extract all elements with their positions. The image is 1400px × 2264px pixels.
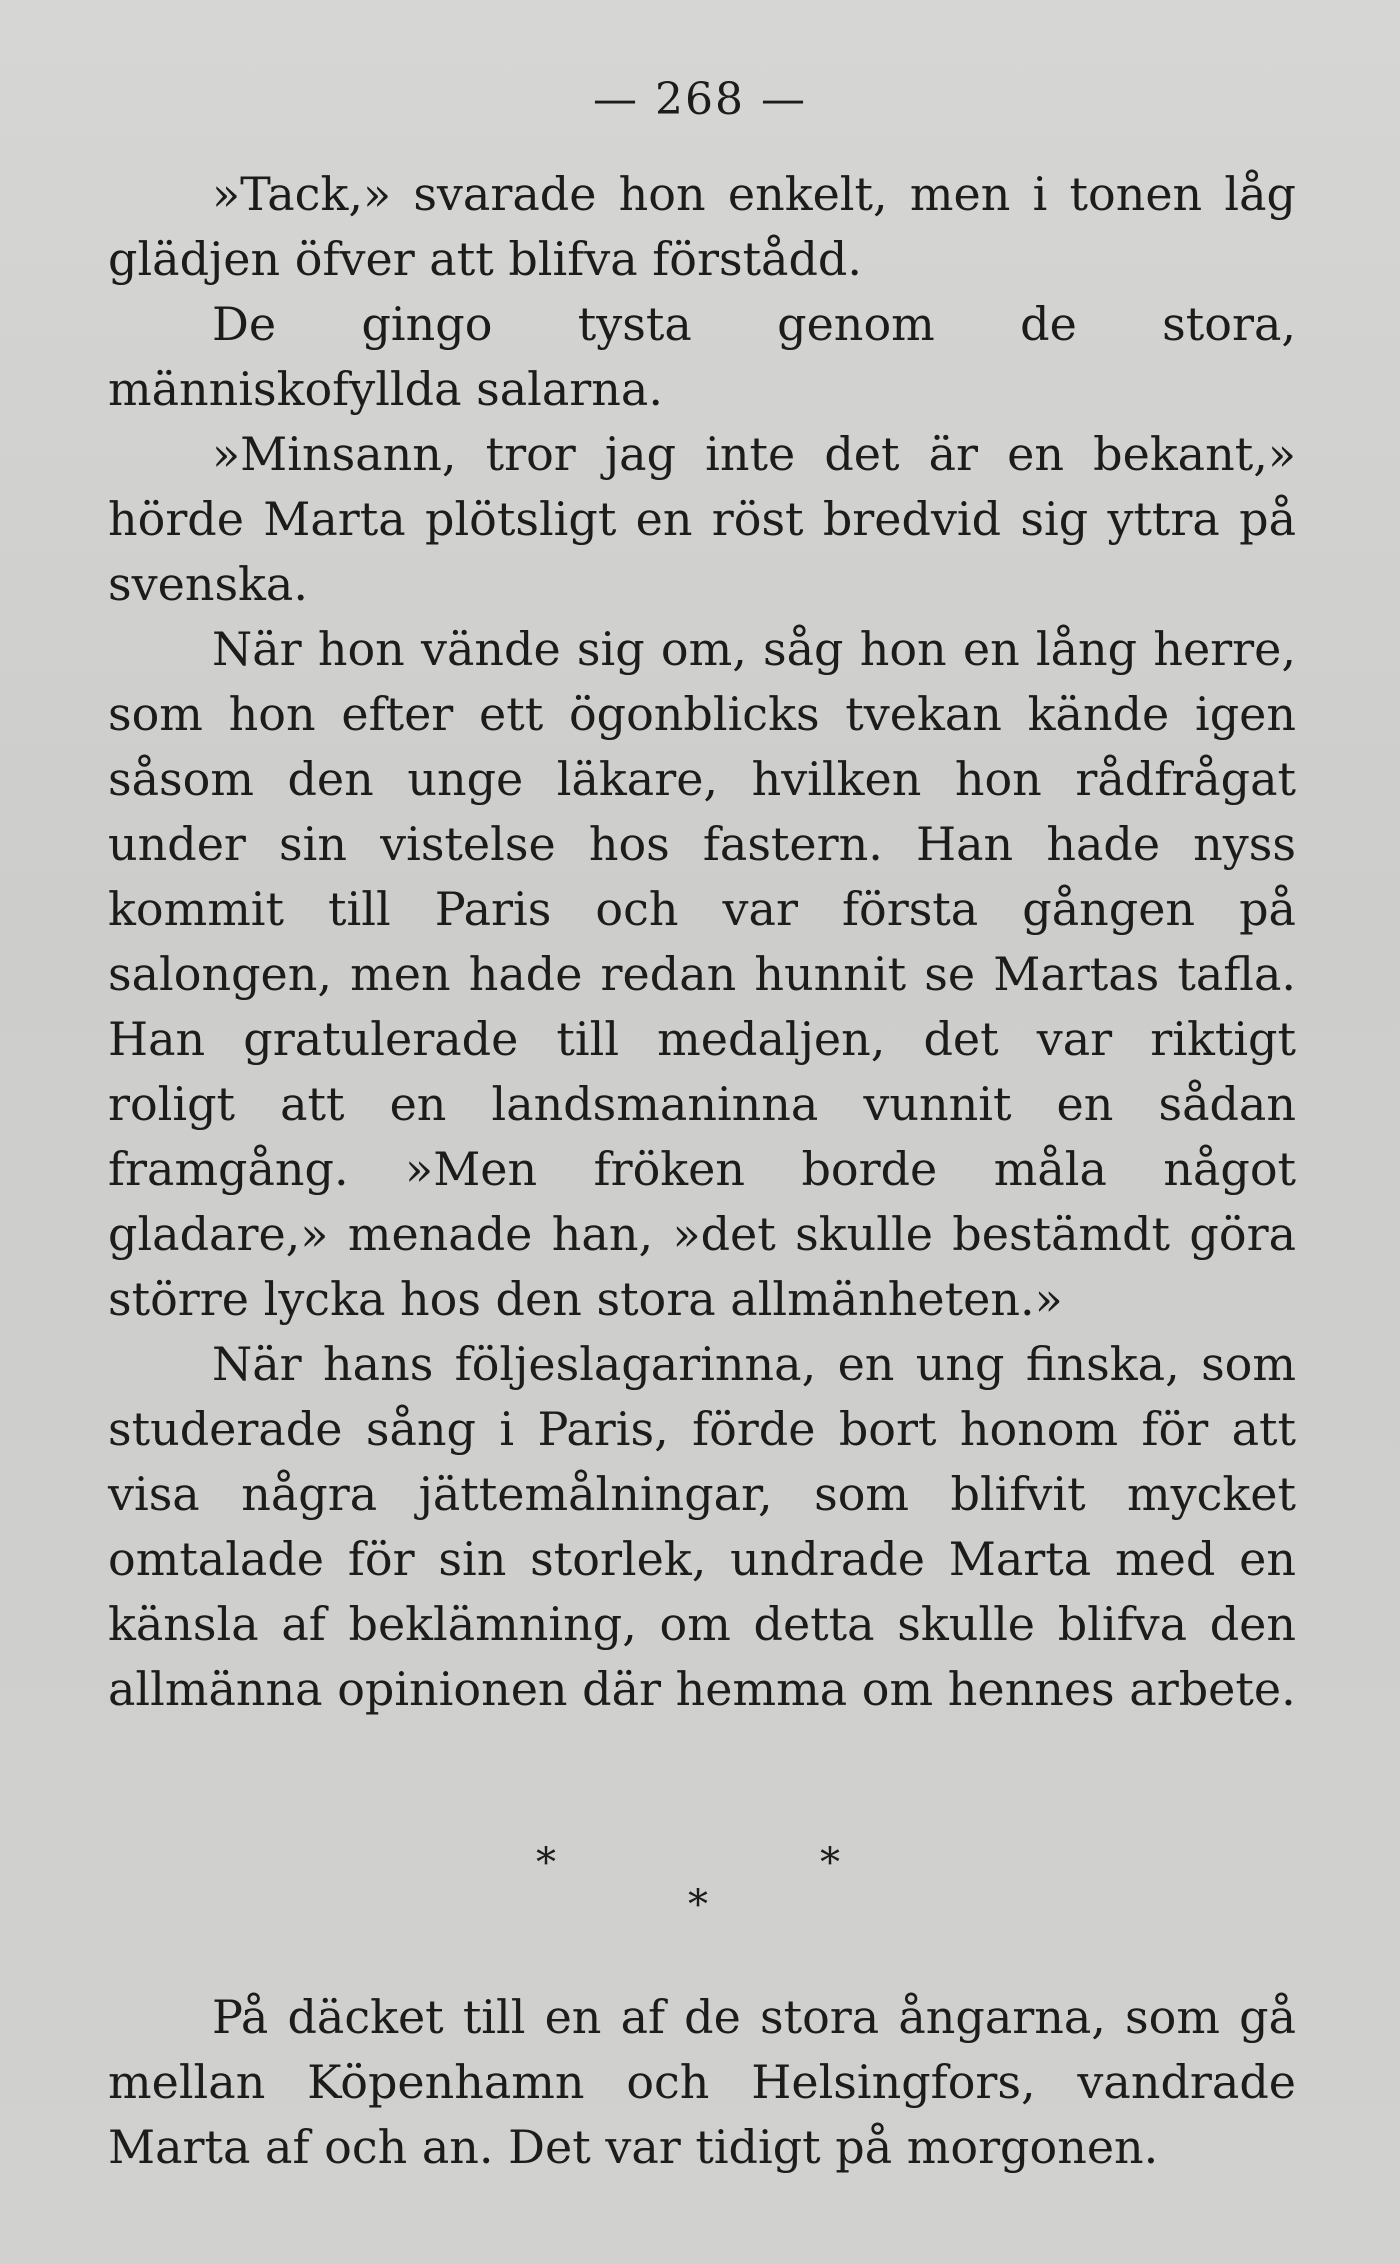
body-text-continued [108, 1985, 1296, 2180]
paragraph: De gingo tysta genom de stora, människofyllda salarna. [108, 297, 1296, 416]
asterisk: * [536, 1840, 556, 1886]
paragraph: På däcket till en af de stora ångarna, som gå mellan Köpenhamn och Helsingfors, vandrade Marta af och an. Det var tidigt på morgonen. [108, 1990, 1296, 2174]
paragraph: När hon vände sig om, såg hon en lång herre, som hon efter ett ögonblicks tvekan kände igen såsom den unge läkare, hvilken hon rådfrågat under sin vistelse hos fastern. Han hade nyss kommit till Paris och var första gången på salongen, men hade redan hunnit se Martas tafla. Han gratulerade till medaljen, det var riktigt roligt att en landsmaninna vunnit en sådan framgång. »Men fröken borde måla något gladare,» menade han, »det skulle bestämdt göra större lycka hos den stora allmänheten.» [108, 622, 1296, 1326]
paragraph: »Minsann, tror jag inte det är en bekant,» hörde Marta plötsligt en röst bredvid sig yttra på svenska. [108, 427, 1296, 611]
page-number: — 268 — [593, 74, 807, 125]
paragraph: »Tack,» svarade hon enkelt, men i tonen låg glädjen öfver att blifva förstådd. [108, 167, 1296, 286]
body-text [108, 162, 1296, 1722]
asterisk: * [820, 1840, 840, 1886]
section-break [0, 1835, 1400, 1945]
paragraph: När hans följeslagarinna, en ung finska, som studerade sång i Paris, förde bort honom för att visa några jättemålningar, som blifvit mycket omtalade för sin storlek, undrade Marta med en känsla af beklämning, om detta skulle blifva den allmänna opinionen där hemma om hennes arbete. [108, 1337, 1296, 1716]
asterisk: * [688, 1882, 708, 1928]
